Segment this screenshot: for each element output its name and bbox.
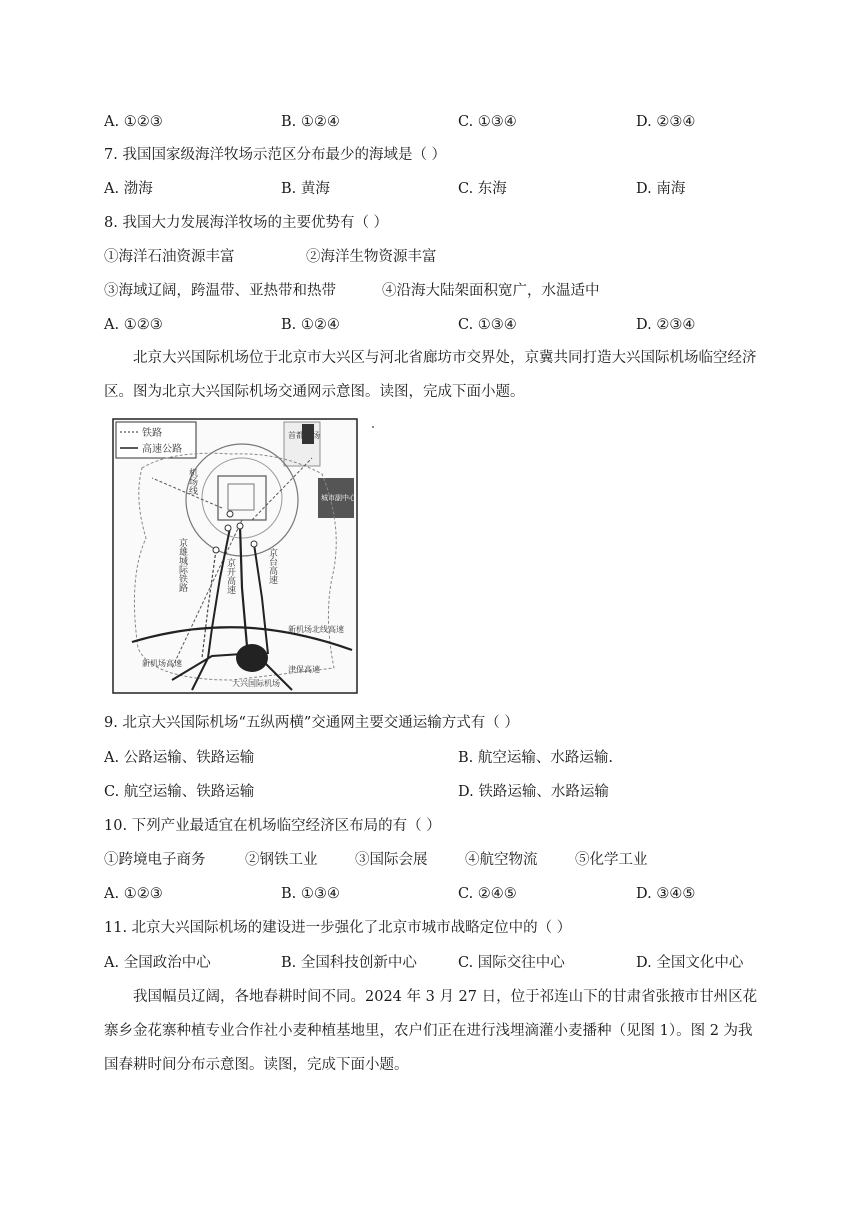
q8-item-1: ①海洋石油资源丰富 (104, 249, 235, 265)
q10-item-4: ④航空物流 (465, 852, 538, 868)
q8-item-3: ③海域辽阔，跨温带、亚热带和热带 (104, 283, 336, 299)
q11-stem: 11. 北京大兴国际机场的建设进一步强化了北京市城市战略定位中的（ ） (104, 920, 572, 936)
legend-rail-label: 铁路 (142, 428, 162, 439)
jingxiong-label: 京雄城际铁路 (177, 538, 187, 592)
q6-option-a: A. ①②③ (104, 114, 163, 130)
passage-daxing: 北京大兴国际机场位于北京市大兴区与河北省廊坊市交界处，京冀共同打造大兴国际机场临空经济区。图为北京大兴国际机场交通网示意图。读图，完成下面小题。 (104, 350, 757, 400)
passage-spring-plowing: 我国幅员辽阔，各地春耕时间不同。2024 年 3 月 27 日，位于祁连山下的甘肃省张掖市甘州区花寨乡金花寨种植专业合作社小麦种植基地里，农户们正在进行浅埋滴灌小麦播种（见图 1）。图 2 为我国春耕时间分布示意图。读图，完成下面小题。 (104, 989, 758, 1073)
stray-dot (372, 426, 374, 428)
q11-option-a: A. 全国政治中心 (104, 955, 211, 971)
daxing-airport-label: 大兴国际机场 (232, 679, 280, 688)
q7-option-a: A. 渤海 (104, 181, 153, 197)
q9-option-c: C. 航空运输、铁路运输 (104, 784, 255, 800)
map-legend (116, 422, 196, 458)
jingtai-label: 京台高速 (267, 548, 277, 584)
capital-airport-label: 首都机场 (288, 431, 320, 440)
airport-line-label: 机场线 (187, 468, 197, 495)
q7-option-b: B. 黄海 (281, 181, 330, 197)
sub-center-label: 城市副中心 (321, 494, 356, 502)
jingkai-label: 京开高速 (225, 558, 235, 594)
q7-stem: 7. 我国国家级海洋牧场示范区分布最少的海域是（ ） (104, 147, 447, 163)
q8-item-2: ②海洋生物资源丰富 (306, 249, 437, 265)
q9-stem: 9. 北京大兴国际机场“五纵两横”交通网主要交通运输方式有（ ） (104, 715, 519, 731)
q10-option-b: B. ①③④ (281, 886, 340, 902)
q11-option-c: C. 国际交往中心 (458, 955, 565, 971)
q6-option-c: C. ①③④ (458, 114, 517, 130)
q7-option-d: D. 南海 (636, 181, 686, 197)
q10-option-c: C. ②④⑤ (458, 886, 517, 902)
q10-option-d: D. ③④⑤ (636, 886, 696, 902)
q10-stem: 10. 下列产业最适宜在机场临空经济区布局的有（ ） (104, 818, 441, 834)
new-airport-north-label: 新机场北线高速 (288, 625, 344, 634)
q8-option-d: D. ②③④ (636, 317, 696, 333)
q10-item-5: ⑤化学工业 (575, 852, 648, 868)
new-airport-hwy-label: 新机场高速 (142, 659, 182, 668)
q8-option-c: C. ①③④ (458, 317, 517, 333)
q9-option-b: B. 航空运输、水路运输. (458, 750, 613, 766)
q8-stem: 8. 我国大力发展海洋牧场的主要优势有（ ） (104, 215, 389, 231)
q9-option-d: D. 铁路运输、水路运输 (458, 784, 609, 800)
southeast-hwy-label: 津保高速 (288, 665, 320, 674)
q11-option-b: B. 全国科技创新中心 (281, 955, 417, 971)
q8-option-a: A. ①②③ (104, 317, 163, 333)
daxing-transport-map (112, 418, 358, 694)
q10-option-a: A. ①②③ (104, 886, 163, 902)
q9-option-a: A. 公路运输、铁路运输 (104, 750, 255, 766)
legend-highway-label: 高速公路 (142, 444, 182, 455)
q8-option-b: B. ①②④ (281, 317, 340, 333)
q8-item-4: ④沿海大陆架面积宽广，水温适中 (382, 283, 600, 299)
q6-option-d: D. ②③④ (636, 114, 696, 130)
q6-option-b: B. ①②④ (281, 114, 340, 130)
q7-option-c: C. 东海 (458, 181, 507, 197)
q11-option-d: D. 全国文化中心 (636, 955, 744, 971)
q10-item-1: ①跨境电子商务 (104, 852, 206, 868)
q10-item-2: ②钢铁工业 (245, 852, 318, 868)
q10-item-3: ③国际会展 (355, 852, 428, 868)
